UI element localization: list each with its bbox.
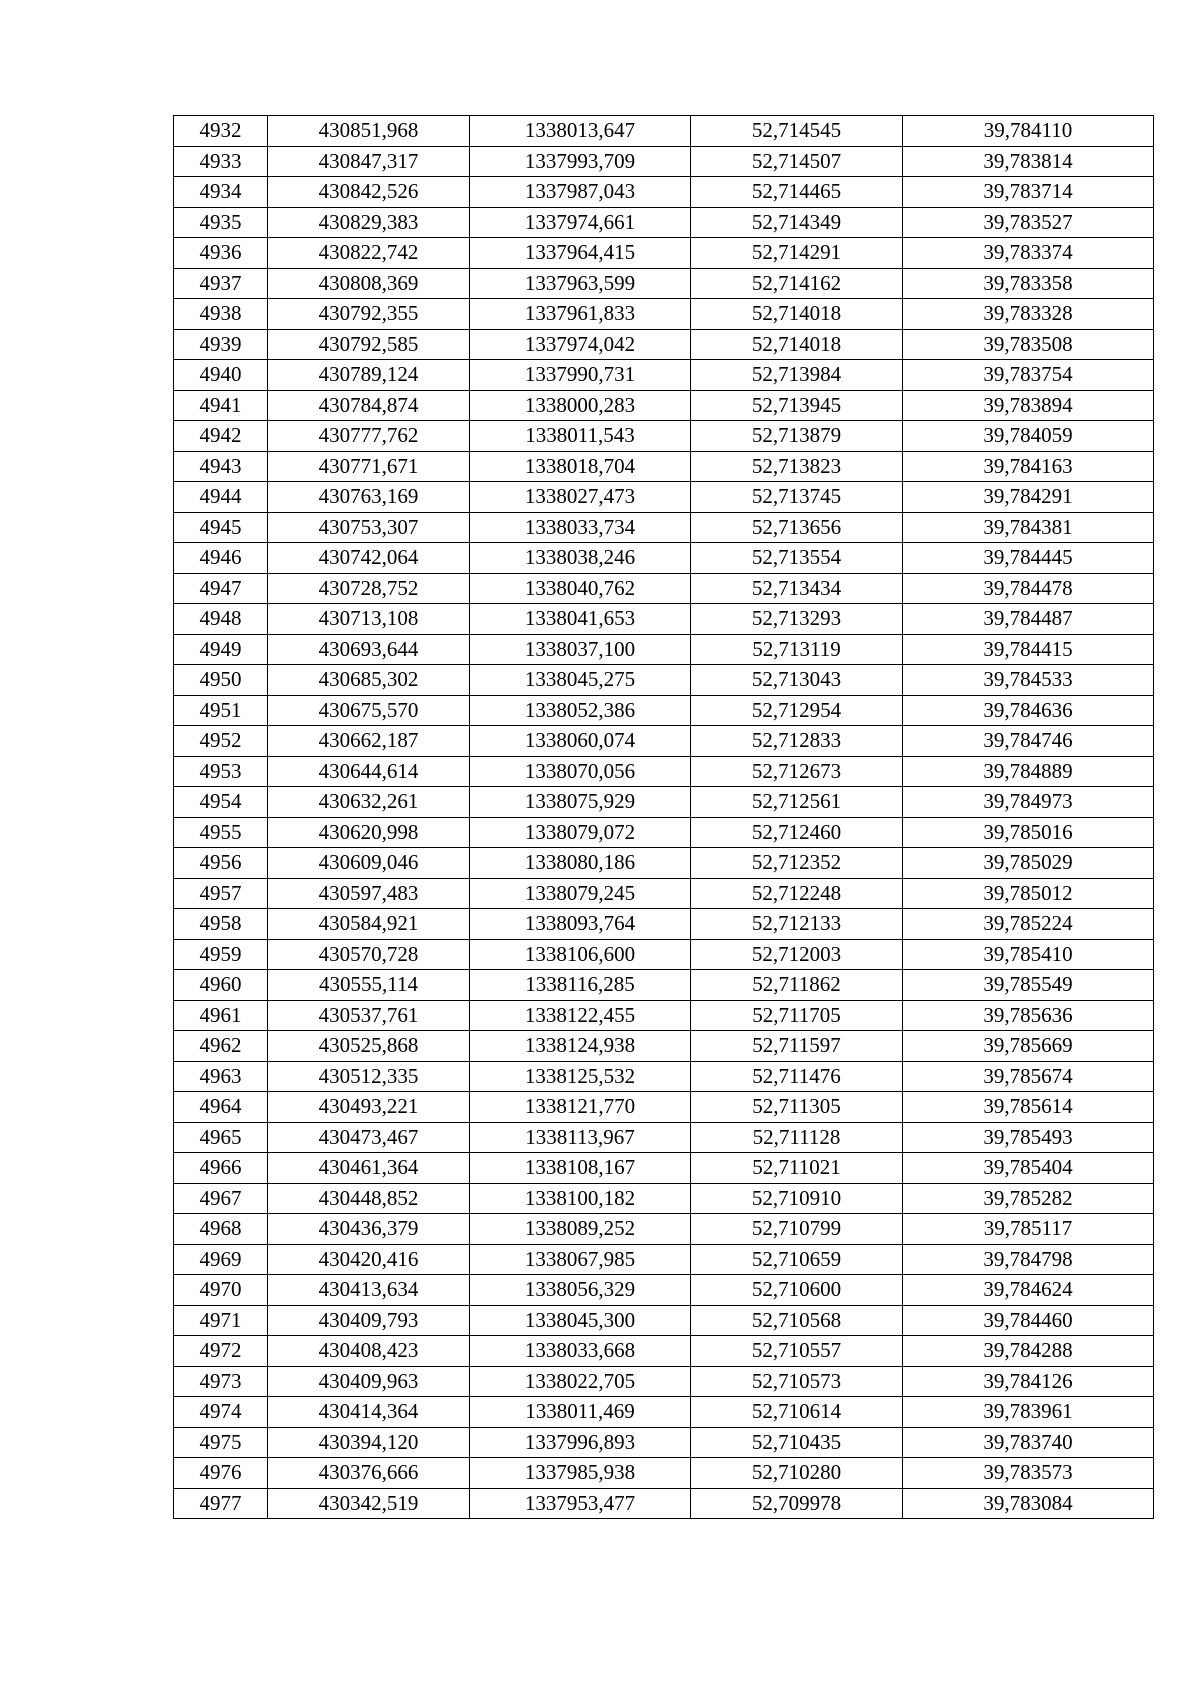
x-coordinate-cell: 430632,261 (268, 787, 470, 818)
point-number-cell: 4941 (174, 390, 268, 421)
point-number-cell: 4953 (174, 756, 268, 787)
y-coordinate-cell: 1338037,100 (470, 634, 691, 665)
table-row (174, 1336, 1154, 1367)
y-coordinate-cell: 1338040,762 (470, 573, 691, 604)
latitude-cell: 52,711597 (691, 1031, 903, 1062)
latitude-cell: 52,710557 (691, 1336, 903, 1367)
latitude-cell: 52,711862 (691, 970, 903, 1001)
y-coordinate-cell: 1338038,246 (470, 543, 691, 574)
point-number-cell: 4977 (174, 1488, 268, 1519)
point-number-cell: 4932 (174, 116, 268, 147)
point-number-cell: 4975 (174, 1427, 268, 1458)
y-coordinate-cell: 1337974,042 (470, 329, 691, 360)
latitude-cell: 52,713434 (691, 573, 903, 604)
y-coordinate-cell: 1338108,167 (470, 1153, 691, 1184)
table-row (174, 1458, 1154, 1489)
latitude-cell: 52,714018 (691, 299, 903, 330)
y-coordinate-cell: 1338045,300 (470, 1305, 691, 1336)
table-row (174, 1214, 1154, 1245)
latitude-cell: 52,712352 (691, 848, 903, 879)
x-coordinate-cell: 430713,108 (268, 604, 470, 635)
longitude-cell: 39,784445 (903, 543, 1154, 574)
latitude-cell: 52,714162 (691, 268, 903, 299)
table-row (174, 146, 1154, 177)
table-row (174, 177, 1154, 208)
longitude-cell: 39,785669 (903, 1031, 1154, 1062)
point-number-cell: 4964 (174, 1092, 268, 1123)
longitude-cell: 39,783740 (903, 1427, 1154, 1458)
latitude-cell: 52,713879 (691, 421, 903, 452)
longitude-cell: 39,784889 (903, 756, 1154, 787)
x-coordinate-cell: 430693,644 (268, 634, 470, 665)
x-coordinate-cell: 430792,585 (268, 329, 470, 360)
x-coordinate-cell: 430685,302 (268, 665, 470, 696)
y-coordinate-cell: 1338060,074 (470, 726, 691, 757)
table-row (174, 878, 1154, 909)
table-row (174, 1092, 1154, 1123)
x-coordinate-cell: 430394,120 (268, 1427, 470, 1458)
y-coordinate-cell: 1338041,653 (470, 604, 691, 635)
y-coordinate-cell: 1337963,599 (470, 268, 691, 299)
latitude-cell: 52,712248 (691, 878, 903, 909)
longitude-cell: 39,783573 (903, 1458, 1154, 1489)
longitude-cell: 39,785029 (903, 848, 1154, 879)
x-coordinate-cell: 430675,570 (268, 695, 470, 726)
latitude-cell: 52,711705 (691, 1000, 903, 1031)
longitude-cell: 39,783328 (903, 299, 1154, 330)
point-number-cell: 4949 (174, 634, 268, 665)
y-coordinate-cell: 1338067,985 (470, 1244, 691, 1275)
y-coordinate-cell: 1338106,600 (470, 939, 691, 970)
y-coordinate-cell: 1338079,072 (470, 817, 691, 848)
latitude-cell: 52,710910 (691, 1183, 903, 1214)
latitude-cell: 52,713945 (691, 390, 903, 421)
x-coordinate-cell: 430537,761 (268, 1000, 470, 1031)
y-coordinate-cell: 1337961,833 (470, 299, 691, 330)
table-row (174, 695, 1154, 726)
longitude-cell: 39,783961 (903, 1397, 1154, 1428)
point-number-cell: 4944 (174, 482, 268, 513)
point-number-cell: 4952 (174, 726, 268, 757)
y-coordinate-cell: 1338116,285 (470, 970, 691, 1001)
longitude-cell: 39,785117 (903, 1214, 1154, 1245)
point-number-cell: 4963 (174, 1061, 268, 1092)
x-coordinate-cell: 430851,968 (268, 116, 470, 147)
latitude-cell: 52,714018 (691, 329, 903, 360)
table-row (174, 1275, 1154, 1306)
longitude-cell: 39,784415 (903, 634, 1154, 665)
latitude-cell: 52,710659 (691, 1244, 903, 1275)
longitude-cell: 39,783814 (903, 146, 1154, 177)
table-row (174, 360, 1154, 391)
x-coordinate-cell: 430342,519 (268, 1488, 470, 1519)
y-coordinate-cell: 1338011,543 (470, 421, 691, 452)
point-number-cell: 4950 (174, 665, 268, 696)
point-number-cell: 4957 (174, 878, 268, 909)
table-row (174, 573, 1154, 604)
y-coordinate-cell: 1337964,415 (470, 238, 691, 269)
table-row (174, 1031, 1154, 1062)
longitude-cell: 39,784110 (903, 116, 1154, 147)
longitude-cell: 39,785016 (903, 817, 1154, 848)
table-row (174, 421, 1154, 452)
x-coordinate-cell: 430413,634 (268, 1275, 470, 1306)
table-row (174, 1153, 1154, 1184)
x-coordinate-cell: 430771,671 (268, 451, 470, 482)
point-number-cell: 4933 (174, 146, 268, 177)
x-coordinate-cell: 430789,124 (268, 360, 470, 391)
y-coordinate-cell: 1338033,668 (470, 1336, 691, 1367)
latitude-cell: 52,713554 (691, 543, 903, 574)
table-row (174, 1488, 1154, 1519)
x-coordinate-cell: 430728,752 (268, 573, 470, 604)
latitude-cell: 52,714545 (691, 116, 903, 147)
table-row (174, 970, 1154, 1001)
x-coordinate-cell: 430414,364 (268, 1397, 470, 1428)
y-coordinate-cell: 1338027,473 (470, 482, 691, 513)
point-number-cell: 4972 (174, 1336, 268, 1367)
table-row (174, 1397, 1154, 1428)
y-coordinate-cell: 1338052,386 (470, 695, 691, 726)
y-coordinate-cell: 1337993,709 (470, 146, 691, 177)
x-coordinate-cell: 430570,728 (268, 939, 470, 970)
point-number-cell: 4956 (174, 848, 268, 879)
y-coordinate-cell: 1338045,275 (470, 665, 691, 696)
latitude-cell: 52,713293 (691, 604, 903, 635)
x-coordinate-cell: 430408,423 (268, 1336, 470, 1367)
longitude-cell: 39,784624 (903, 1275, 1154, 1306)
latitude-cell: 52,712673 (691, 756, 903, 787)
x-coordinate-cell: 430436,379 (268, 1214, 470, 1245)
y-coordinate-cell: 1337974,661 (470, 207, 691, 238)
table-row (174, 1183, 1154, 1214)
latitude-cell: 52,712954 (691, 695, 903, 726)
longitude-cell: 39,784288 (903, 1336, 1154, 1367)
x-coordinate-cell: 430842,526 (268, 177, 470, 208)
point-number-cell: 4940 (174, 360, 268, 391)
longitude-cell: 39,783358 (903, 268, 1154, 299)
y-coordinate-cell: 1337985,938 (470, 1458, 691, 1489)
latitude-cell: 52,709978 (691, 1488, 903, 1519)
table-row (174, 1000, 1154, 1031)
y-coordinate-cell: 1338121,770 (470, 1092, 691, 1123)
point-number-cell: 4966 (174, 1153, 268, 1184)
x-coordinate-cell: 430620,998 (268, 817, 470, 848)
latitude-cell: 52,714507 (691, 146, 903, 177)
table-row (174, 665, 1154, 696)
y-coordinate-cell: 1338080,186 (470, 848, 691, 879)
point-number-cell: 4969 (174, 1244, 268, 1275)
point-number-cell: 4976 (174, 1458, 268, 1489)
point-number-cell: 4946 (174, 543, 268, 574)
table-row (174, 268, 1154, 299)
coordinates-table (173, 115, 1154, 1519)
table-row (174, 817, 1154, 848)
longitude-cell: 39,784381 (903, 512, 1154, 543)
x-coordinate-cell: 430525,868 (268, 1031, 470, 1062)
longitude-cell: 39,784126 (903, 1366, 1154, 1397)
longitude-cell: 39,785012 (903, 878, 1154, 909)
x-coordinate-cell: 430644,614 (268, 756, 470, 787)
longitude-cell: 39,784746 (903, 726, 1154, 757)
table-row (174, 1305, 1154, 1336)
table-row (174, 512, 1154, 543)
latitude-cell: 52,713745 (691, 482, 903, 513)
y-coordinate-cell: 1338125,532 (470, 1061, 691, 1092)
x-coordinate-cell: 430742,064 (268, 543, 470, 574)
latitude-cell: 52,713984 (691, 360, 903, 391)
point-number-cell: 4955 (174, 817, 268, 848)
latitude-cell: 52,712003 (691, 939, 903, 970)
table-row (174, 543, 1154, 574)
point-number-cell: 4937 (174, 268, 268, 299)
longitude-cell: 39,784460 (903, 1305, 1154, 1336)
y-coordinate-cell: 1338124,938 (470, 1031, 691, 1062)
latitude-cell: 52,712833 (691, 726, 903, 757)
point-number-cell: 4974 (174, 1397, 268, 1428)
latitude-cell: 52,713823 (691, 451, 903, 482)
point-number-cell: 4935 (174, 207, 268, 238)
table-row (174, 1061, 1154, 1092)
longitude-cell: 39,783894 (903, 390, 1154, 421)
longitude-cell: 39,785493 (903, 1122, 1154, 1153)
longitude-cell: 39,783754 (903, 360, 1154, 391)
point-number-cell: 4970 (174, 1275, 268, 1306)
latitude-cell: 52,710614 (691, 1397, 903, 1428)
x-coordinate-cell: 430512,335 (268, 1061, 470, 1092)
latitude-cell: 52,714349 (691, 207, 903, 238)
point-number-cell: 4962 (174, 1031, 268, 1062)
longitude-cell: 39,783084 (903, 1488, 1154, 1519)
x-coordinate-cell: 430753,307 (268, 512, 470, 543)
longitude-cell: 39,784798 (903, 1244, 1154, 1275)
latitude-cell: 52,710280 (691, 1458, 903, 1489)
y-coordinate-cell: 1338070,056 (470, 756, 691, 787)
longitude-cell: 39,784973 (903, 787, 1154, 818)
latitude-cell: 52,714465 (691, 177, 903, 208)
table-row (174, 207, 1154, 238)
latitude-cell: 52,711305 (691, 1092, 903, 1123)
point-number-cell: 4943 (174, 451, 268, 482)
longitude-cell: 39,785404 (903, 1153, 1154, 1184)
table-row (174, 726, 1154, 757)
point-number-cell: 4936 (174, 238, 268, 269)
y-coordinate-cell: 1337990,731 (470, 360, 691, 391)
table-row (174, 1366, 1154, 1397)
y-coordinate-cell: 1338093,764 (470, 909, 691, 940)
table-row (174, 1244, 1154, 1275)
latitude-cell: 52,711021 (691, 1153, 903, 1184)
table-row (174, 634, 1154, 665)
y-coordinate-cell: 1337996,893 (470, 1427, 691, 1458)
latitude-cell: 52,712561 (691, 787, 903, 818)
point-number-cell: 4934 (174, 177, 268, 208)
longitude-cell: 39,785636 (903, 1000, 1154, 1031)
table-row (174, 116, 1154, 147)
y-coordinate-cell: 1338122,455 (470, 1000, 691, 1031)
y-coordinate-cell: 1338056,329 (470, 1275, 691, 1306)
longitude-cell: 39,784487 (903, 604, 1154, 635)
table-row (174, 756, 1154, 787)
table-row (174, 604, 1154, 635)
table-row (174, 848, 1154, 879)
table-row (174, 1122, 1154, 1153)
table-row (174, 1427, 1154, 1458)
point-number-cell: 4948 (174, 604, 268, 635)
y-coordinate-cell: 1337953,477 (470, 1488, 691, 1519)
x-coordinate-cell: 430777,762 (268, 421, 470, 452)
table-row (174, 939, 1154, 970)
x-coordinate-cell: 430808,369 (268, 268, 470, 299)
latitude-cell: 52,711476 (691, 1061, 903, 1092)
point-number-cell: 4958 (174, 909, 268, 940)
latitude-cell: 52,713043 (691, 665, 903, 696)
latitude-cell: 52,711128 (691, 1122, 903, 1153)
point-number-cell: 4947 (174, 573, 268, 604)
x-coordinate-cell: 430822,742 (268, 238, 470, 269)
point-number-cell: 4945 (174, 512, 268, 543)
longitude-cell: 39,785282 (903, 1183, 1154, 1214)
y-coordinate-cell: 1338011,469 (470, 1397, 691, 1428)
x-coordinate-cell: 430448,852 (268, 1183, 470, 1214)
x-coordinate-cell: 430597,483 (268, 878, 470, 909)
coordinates-table-body (174, 116, 1154, 1519)
longitude-cell: 39,784059 (903, 421, 1154, 452)
point-number-cell: 4965 (174, 1122, 268, 1153)
x-coordinate-cell: 430662,187 (268, 726, 470, 757)
table-row (174, 909, 1154, 940)
longitude-cell: 39,785614 (903, 1092, 1154, 1123)
table-row (174, 299, 1154, 330)
x-coordinate-cell: 430584,921 (268, 909, 470, 940)
latitude-cell: 52,710435 (691, 1427, 903, 1458)
longitude-cell: 39,785674 (903, 1061, 1154, 1092)
x-coordinate-cell: 430409,963 (268, 1366, 470, 1397)
table-row (174, 787, 1154, 818)
y-coordinate-cell: 1338100,182 (470, 1183, 691, 1214)
x-coordinate-cell: 430473,467 (268, 1122, 470, 1153)
table-row (174, 482, 1154, 513)
longitude-cell: 39,784478 (903, 573, 1154, 604)
latitude-cell: 52,710600 (691, 1275, 903, 1306)
point-number-cell: 4968 (174, 1214, 268, 1245)
longitude-cell: 39,784163 (903, 451, 1154, 482)
x-coordinate-cell: 430493,221 (268, 1092, 470, 1123)
y-coordinate-cell: 1338113,967 (470, 1122, 691, 1153)
longitude-cell: 39,783527 (903, 207, 1154, 238)
table-row (174, 238, 1154, 269)
longitude-cell: 39,784636 (903, 695, 1154, 726)
latitude-cell: 52,713119 (691, 634, 903, 665)
longitude-cell: 39,785224 (903, 909, 1154, 940)
x-coordinate-cell: 430555,114 (268, 970, 470, 1001)
y-coordinate-cell: 1338022,705 (470, 1366, 691, 1397)
point-number-cell: 4954 (174, 787, 268, 818)
x-coordinate-cell: 430784,874 (268, 390, 470, 421)
y-coordinate-cell: 1338013,647 (470, 116, 691, 147)
point-number-cell: 4939 (174, 329, 268, 360)
longitude-cell: 39,784533 (903, 665, 1154, 696)
table-row (174, 451, 1154, 482)
point-number-cell: 4971 (174, 1305, 268, 1336)
x-coordinate-cell: 430609,046 (268, 848, 470, 879)
longitude-cell: 39,785549 (903, 970, 1154, 1001)
point-number-cell: 4942 (174, 421, 268, 452)
point-number-cell: 4967 (174, 1183, 268, 1214)
point-number-cell: 4961 (174, 1000, 268, 1031)
table-row (174, 329, 1154, 360)
y-coordinate-cell: 1338089,252 (470, 1214, 691, 1245)
y-coordinate-cell: 1338033,734 (470, 512, 691, 543)
x-coordinate-cell: 430829,383 (268, 207, 470, 238)
x-coordinate-cell: 430847,317 (268, 146, 470, 177)
longitude-cell: 39,784291 (903, 482, 1154, 513)
latitude-cell: 52,710799 (691, 1214, 903, 1245)
latitude-cell: 52,713656 (691, 512, 903, 543)
latitude-cell: 52,712133 (691, 909, 903, 940)
x-coordinate-cell: 430461,364 (268, 1153, 470, 1184)
point-number-cell: 4938 (174, 299, 268, 330)
point-number-cell: 4973 (174, 1366, 268, 1397)
y-coordinate-cell: 1338075,929 (470, 787, 691, 818)
x-coordinate-cell: 430409,793 (268, 1305, 470, 1336)
longitude-cell: 39,785410 (903, 939, 1154, 970)
latitude-cell: 52,714291 (691, 238, 903, 269)
longitude-cell: 39,783508 (903, 329, 1154, 360)
table-row (174, 390, 1154, 421)
latitude-cell: 52,710568 (691, 1305, 903, 1336)
x-coordinate-cell: 430420,416 (268, 1244, 470, 1275)
x-coordinate-cell: 430763,169 (268, 482, 470, 513)
longitude-cell: 39,783374 (903, 238, 1154, 269)
latitude-cell: 52,710573 (691, 1366, 903, 1397)
y-coordinate-cell: 1338018,704 (470, 451, 691, 482)
x-coordinate-cell: 430792,355 (268, 299, 470, 330)
point-number-cell: 4959 (174, 939, 268, 970)
y-coordinate-cell: 1337987,043 (470, 177, 691, 208)
longitude-cell: 39,783714 (903, 177, 1154, 208)
point-number-cell: 4951 (174, 695, 268, 726)
latitude-cell: 52,712460 (691, 817, 903, 848)
y-coordinate-cell: 1338079,245 (470, 878, 691, 909)
y-coordinate-cell: 1338000,283 (470, 390, 691, 421)
x-coordinate-cell: 430376,666 (268, 1458, 470, 1489)
point-number-cell: 4960 (174, 970, 268, 1001)
